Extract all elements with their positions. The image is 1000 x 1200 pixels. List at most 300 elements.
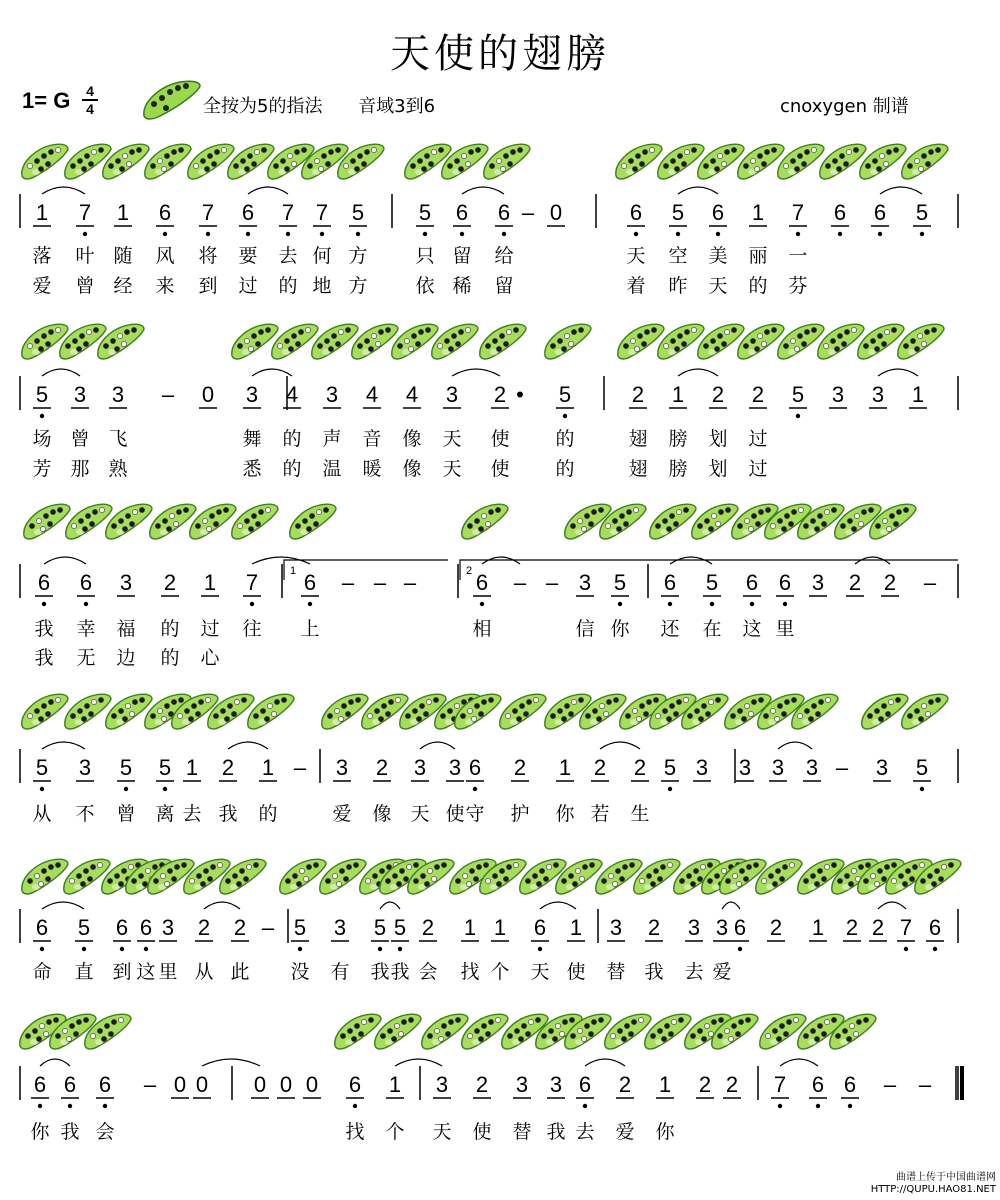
lyric-char: 天 (626, 245, 646, 267)
jianpu-note: 7 (78, 200, 92, 225)
jianpu-note: – (261, 915, 275, 940)
lyric-char: 的 (160, 618, 180, 640)
ocarina-fingering-icon (272, 324, 318, 359)
octave-dot (84, 602, 88, 606)
lyric-char: 声 (322, 428, 342, 450)
lyric-char: 幸 (76, 618, 96, 640)
ocarina-fingering-icon (778, 324, 824, 359)
jianpu-note: 1 (671, 382, 685, 407)
slur-arc (600, 742, 640, 749)
jianpu-note: 0 (305, 1072, 319, 1097)
jianpu-note: 5 (558, 382, 572, 407)
octave-dot (816, 1104, 820, 1108)
octave-dot (783, 602, 787, 606)
jianpu-note: 0 (201, 382, 215, 407)
jianpu-note: 1 (658, 1072, 672, 1097)
jianpu-note: 7 (899, 915, 913, 940)
lyric-char: 场 (32, 428, 52, 450)
lyric-char: 熟 (108, 458, 128, 480)
slur-arc (880, 187, 922, 194)
ocarina-fingering-icon (650, 504, 696, 539)
jianpu-note: 1 (911, 382, 925, 407)
ocarina-fingering-icon (618, 324, 664, 359)
octave-dot (738, 947, 742, 951)
ocarina-fingering-icon (335, 1014, 381, 1049)
lyric-char: 我 (60, 1121, 80, 1143)
jianpu-note: 7 (245, 570, 259, 595)
lyric-char: 会 (95, 1121, 115, 1143)
key-signature: 1= G (22, 88, 71, 113)
ocarina-fingering-icon (232, 504, 278, 539)
jianpu-note: 6 (745, 570, 759, 595)
lyric-char: 的 (258, 803, 278, 825)
lyric-char: 离 (155, 803, 175, 825)
lyric-char: 像 (372, 803, 392, 825)
jianpu-note: 3 (78, 755, 92, 780)
jianpu-note: 6 (928, 915, 942, 940)
lyric-char: 方 (348, 245, 368, 267)
octave-dot (103, 1104, 107, 1108)
ocarina-fingering-icon (312, 324, 358, 359)
jianpu-note: 3 (578, 570, 592, 595)
jianpu-note: 3 (831, 382, 845, 407)
lyric-char: 过 (238, 275, 258, 297)
ocarina-fingering-icon (66, 504, 112, 539)
lyric-char: 你 (655, 1121, 675, 1143)
octave-dot (40, 787, 44, 791)
ocarina-fingering-icon (190, 504, 236, 539)
lyric-char: 像 (402, 458, 422, 480)
jianpu-note: 3 (738, 755, 752, 780)
ocarina-fingering-icon (902, 144, 948, 179)
jianpu-note: 5 (158, 755, 172, 780)
lyric-char: 依 (415, 275, 435, 297)
jianpu-note: 3 (445, 382, 459, 407)
lyric-char: 爱 (712, 961, 732, 983)
octave-dot (838, 232, 842, 236)
footer-watermark (871, 1172, 996, 1196)
slur-arc (462, 187, 504, 194)
jianpu-note: 2 (475, 1072, 489, 1097)
jianpu-note: 2 (221, 755, 235, 780)
ocarina-fingering-icon (898, 324, 944, 359)
lyric-char: 找 (345, 1121, 365, 1143)
octave-dot (563, 414, 567, 418)
jianpu-note: 5 (613, 570, 627, 595)
lyric-char: 去 (278, 245, 298, 267)
lyric-char: 留 (494, 275, 514, 297)
jianpu-note: 2 (493, 382, 507, 407)
jianpu-note: 3 (871, 382, 885, 407)
jianpu-note: 1 (811, 915, 825, 940)
jianpu-note: 2 (421, 915, 435, 940)
jianpu-note: 5 (915, 755, 929, 780)
lyric-char: 昨 (668, 275, 688, 297)
lyric-char: 天 (432, 1121, 452, 1143)
jianpu-note: 6 (115, 915, 129, 940)
lyric-char: 的 (282, 428, 302, 450)
jianpu-note: 5 (293, 915, 307, 940)
octave-dot (473, 787, 477, 791)
ocarina-fingering-icon (228, 144, 274, 179)
jianpu-note: 2 (633, 755, 647, 780)
jianpu-note: 4 (365, 382, 379, 407)
slur-arc (540, 902, 576, 909)
jianpu-note: 6 (35, 915, 49, 940)
octave-dot (634, 232, 638, 236)
jianpu-note: – (923, 570, 937, 595)
lyric-char: 过 (748, 428, 768, 450)
lyric-char: 稀 (452, 275, 472, 297)
jianpu-note: 7 (281, 200, 295, 225)
lyric-char: 我 (370, 961, 390, 983)
slur-arc (878, 902, 906, 909)
jianpu-note: 3 (413, 755, 427, 780)
slur-arc (228, 742, 268, 749)
jianpu-note: – (293, 755, 307, 780)
lyric-char: 里 (775, 618, 795, 640)
jianpu-note: 2 (871, 915, 885, 940)
ocarina-fingering-icon (738, 324, 784, 359)
ocarina-fingering-icon (658, 324, 704, 359)
ocarina-fingering-icon (22, 694, 68, 729)
jianpu-note: 0 (173, 1072, 187, 1097)
jianpu-note: 6 (158, 200, 172, 225)
octave-dot (904, 947, 908, 951)
jianpu-note: 6 (139, 915, 153, 940)
jianpu-note: 3 (333, 915, 347, 940)
ocarina-fingering-icon (698, 144, 744, 179)
ocarina-fingering-icon (290, 504, 336, 539)
lyric-char: 爱 (332, 803, 352, 825)
jianpu-note: 3 (811, 570, 825, 595)
lyric-char: 划 (708, 458, 728, 480)
jianpu-note: 2 (618, 1072, 632, 1097)
jianpu-note: 3 (119, 570, 133, 595)
jianpu-note: 6 (578, 1072, 592, 1097)
lyric-char: 命 (32, 961, 52, 983)
jianpu-note: 0 (253, 1072, 267, 1097)
jianpu-note: 3 (435, 1072, 449, 1097)
lyric-char: 着 (626, 275, 646, 297)
octave-dot (848, 1104, 852, 1108)
lyric-char: 我 (546, 1121, 566, 1143)
octave-dot (920, 232, 924, 236)
jianpu-note: 2 (711, 382, 725, 407)
octave-dot (82, 947, 86, 951)
jianpu-note: 6 (468, 755, 482, 780)
slur-arc (40, 1059, 70, 1066)
jianpu-note: 2 (513, 755, 527, 780)
lyric-char: 悉 (242, 458, 262, 480)
jianpu-note: 6 (533, 915, 547, 940)
ocarina-fingering-icon (232, 324, 278, 359)
octave-dot (298, 947, 302, 951)
octave-dot (246, 232, 250, 236)
ocarina-fingering-icon (818, 324, 864, 359)
ocarina-fingering-icon (698, 324, 744, 359)
footer-line2: HTTP://QUPU.HAO81.NET (870, 1184, 996, 1195)
lyric-char: 直 (74, 961, 94, 983)
lyric-char: 福 (116, 618, 136, 640)
octave-dot (308, 602, 312, 606)
lyric-char: 温 (322, 458, 342, 480)
jianpu-note: 3 (771, 755, 785, 780)
lyric-char: 翅 (628, 458, 648, 480)
lyric-char: 边 (116, 647, 136, 669)
lyric-char: 替 (512, 1121, 532, 1143)
lyric-char: 爱 (32, 275, 52, 297)
jianpu-note: 6 (811, 1072, 825, 1097)
jianpu-note: – (403, 570, 417, 595)
slur-arc (44, 557, 86, 564)
octave-dot (144, 947, 148, 951)
lyric-char: 不 (75, 803, 95, 825)
jianpu-note: 1 (203, 570, 217, 595)
jianpu-note: – (521, 200, 535, 225)
jianpu-note: 6 (63, 1072, 77, 1097)
ocarina-fingering-icon (22, 144, 68, 179)
lyric-char: 没 (290, 961, 310, 983)
octave-dot (583, 1104, 587, 1108)
lyric-char: 从 (32, 803, 52, 825)
ocarina-fingering-icon (480, 324, 526, 359)
lyric-char: 在 (702, 618, 722, 640)
ocarina-fingering-icon (352, 324, 398, 359)
jianpu-note: 6 (33, 1072, 47, 1097)
ocarina-fingering-icon (484, 144, 530, 179)
lyric-char: 你 (30, 1121, 50, 1143)
jianpu-note: • (516, 382, 524, 407)
jianpu-note: 2 (233, 915, 247, 940)
lyric-char: 此 (230, 961, 250, 983)
lyric-char: 上 (300, 618, 320, 640)
octave-dot (460, 232, 464, 236)
lyric-char: 天 (442, 458, 462, 480)
octave-dot (68, 1104, 72, 1108)
ocarina-fingering-icon (320, 859, 366, 894)
slur-arc (778, 742, 812, 749)
lyric-char: 生 (630, 803, 650, 825)
lyric-char: 膀 (668, 458, 688, 480)
octave-dot (750, 602, 754, 606)
ocarina-fingering-icon (616, 144, 662, 179)
slur-arc (42, 369, 80, 376)
lyric-char: 我 (34, 647, 54, 669)
jianpu-note: 6 (348, 1072, 362, 1097)
lyric-char: 划 (708, 428, 728, 450)
lyric-char: 使 (472, 1121, 492, 1143)
lyric-char: 使 (566, 961, 586, 983)
octave-dot (163, 787, 167, 791)
octave-dot (796, 414, 800, 418)
octave-dot (676, 232, 680, 236)
jianpu-note: 6 (873, 200, 887, 225)
lyric-char: 有 (330, 961, 350, 983)
jianpu-note: 3 (695, 755, 709, 780)
lyric-char: 给 (494, 245, 514, 267)
lyric-char: 风 (155, 245, 175, 267)
lyric-char: 只 (415, 245, 435, 267)
jianpu-note: 5 (393, 915, 407, 940)
jianpu-note: 6 (629, 200, 643, 225)
jianpu-note: 7 (791, 200, 805, 225)
jianpu-note: – (143, 1072, 157, 1097)
lyric-char: 去 (182, 803, 202, 825)
lyric-char: 这 (742, 618, 762, 640)
octave-dot (40, 947, 44, 951)
lyric-char: 的 (278, 275, 298, 297)
jianpu-note: 6 (98, 1072, 112, 1097)
octave-dot (716, 232, 720, 236)
slur-arc (878, 369, 918, 376)
lyric-char: 守 (465, 803, 485, 825)
lyric-char: 落 (32, 245, 52, 267)
jianpu-note: 1 (35, 200, 49, 225)
octave-dot (668, 787, 672, 791)
lyric-char: 像 (402, 428, 422, 450)
octave-dot (38, 1104, 42, 1108)
lyric-char: 天 (410, 803, 430, 825)
jianpu-note: 2 (593, 755, 607, 780)
octave-dot (320, 232, 324, 236)
jianpu-note: 2 (631, 382, 645, 407)
jianpu-note: 3 (805, 755, 819, 780)
jianpu-note: 2 (163, 570, 177, 595)
lyric-char: 到 (198, 275, 218, 297)
ocarina-fingering-icon (692, 504, 738, 539)
lyric-char: 膀 (668, 428, 688, 450)
author-credit: cnoxygen 制谱 (780, 96, 909, 117)
jianpu-note: 5 (915, 200, 929, 225)
jianpu-note: – (918, 1072, 932, 1097)
jianpu-note: 1 (261, 755, 275, 780)
lyric-char: 过 (748, 458, 768, 480)
ocarina-fingering-icon (545, 324, 591, 359)
octave-dot (40, 414, 44, 418)
jianpu-note: – (545, 570, 559, 595)
jianpu-note: – (161, 382, 175, 407)
octave-dot (538, 947, 542, 951)
jianpu-note: 3 (687, 915, 701, 940)
lyric-char: 使 (490, 458, 510, 480)
lyric-char: 芬 (788, 275, 808, 297)
jianpu-note: 4 (285, 382, 299, 407)
fingering-note-text: 全按为5的指法 (203, 96, 323, 117)
jianpu-note: 0 (549, 200, 563, 225)
lyric-char: 找 (460, 961, 480, 983)
lyric-char: 无 (76, 647, 96, 669)
slur-arc (42, 187, 85, 194)
lyric-char: 天 (442, 428, 462, 450)
jianpu-note: 6 (733, 915, 747, 940)
jianpu-note: 7 (773, 1072, 787, 1097)
lyric-char: 去 (575, 1121, 595, 1143)
octave-dot (163, 232, 167, 236)
slur-arc (420, 742, 455, 749)
lyric-char: 还 (660, 618, 680, 640)
lyric-char: 音 (362, 428, 382, 450)
jianpu-note: 6 (843, 1072, 857, 1097)
lyric-char: 我 (390, 961, 410, 983)
ocarina-fingering-icon (858, 324, 904, 359)
jianpu-note: 2 (751, 382, 765, 407)
jianpu-note: 3 (549, 1072, 563, 1097)
lyric-char: 个 (385, 1121, 405, 1143)
jianpu-note: 5 (418, 200, 432, 225)
lyric-char: 天 (708, 275, 728, 297)
jianpu-note: 2 (845, 915, 859, 940)
lyric-char: 这 (136, 961, 156, 983)
slur-arc (380, 902, 400, 909)
jianpu-note: 0 (279, 1072, 293, 1097)
octave-dot (124, 787, 128, 791)
octave-dot (920, 787, 924, 791)
jianpu-note: 5 (705, 570, 719, 595)
octave-dot (423, 232, 427, 236)
jianpu-note: 3 (609, 915, 623, 940)
ocarina-fingering-icon (462, 1014, 508, 1049)
octave-dot (668, 602, 672, 606)
jianpu-note: 1 (185, 755, 199, 780)
jianpu-note: 6 (241, 200, 255, 225)
jianpu-note: 5 (373, 915, 387, 940)
ocarina-fingering-icon (392, 324, 438, 359)
octave-dot (206, 232, 210, 236)
octave-dot (83, 232, 87, 236)
ocarina-fingering-icon (280, 859, 326, 894)
ocarina-fingering-icon (778, 144, 824, 179)
ocarina-fingering-icon (322, 694, 368, 729)
jianpu-note: – (341, 570, 355, 595)
lyric-char: 个 (490, 961, 510, 983)
lyric-char: 你 (610, 618, 630, 640)
jianpu-note: 3 (73, 382, 87, 407)
volta-label-1: 1 (290, 565, 297, 577)
jianpu-note: 2 (883, 570, 897, 595)
slur-arc (452, 369, 500, 376)
ocarina-fingering-icon (145, 144, 191, 179)
lyric-char: 我 (644, 961, 664, 983)
octave-dot (120, 947, 124, 951)
jianpu-note: 5 (35, 382, 49, 407)
lyric-char: 翅 (628, 428, 648, 450)
lyric-char: 的 (282, 458, 302, 480)
lyric-char: 芳 (32, 458, 52, 480)
lyric-char: 随 (113, 245, 133, 267)
slur-arc (248, 187, 288, 194)
jianpu-note: 1 (569, 915, 583, 940)
slur-arc (204, 902, 240, 909)
jianpu-note: 2 (769, 915, 783, 940)
ocarina-fingering-icon (500, 694, 546, 729)
jianpu-note: 5 (791, 382, 805, 407)
octave-dot (398, 947, 402, 951)
jianpu-note: 6 (711, 200, 725, 225)
jianpu-note: 7 (201, 200, 215, 225)
slur-arc (252, 369, 292, 376)
slur-arc (395, 1059, 442, 1066)
jianpu-note: 3 (325, 382, 339, 407)
lyric-char: 一 (788, 245, 808, 267)
jianpu-note: 6 (663, 570, 677, 595)
jianpu-note: 6 (79, 570, 93, 595)
jianpu-note: 5 (119, 755, 133, 780)
jianpu-note: 5 (35, 755, 49, 780)
octave-dot (933, 947, 937, 951)
lyric-char: 经 (113, 275, 133, 297)
lyric-char: 飞 (108, 428, 128, 450)
